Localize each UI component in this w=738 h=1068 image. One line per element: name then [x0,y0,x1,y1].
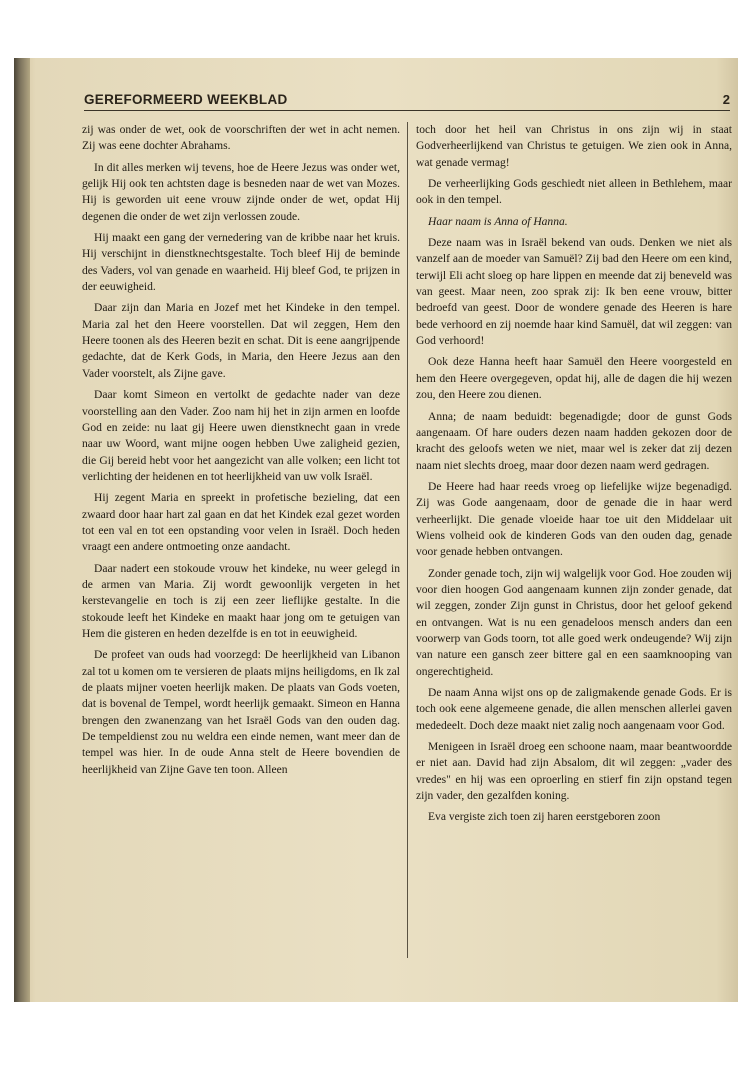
paragraph: Hij maakt een gang der vernedering van de kribbe naar het kruis. Hij verschijnt in dienstknechtsgestalte. Toch bleef Hij de beminde des Vaders, vol van genade en waarheid. Hij bleef God, te prijzen in der eeuwigheid. [82,232,400,294]
paragraph: Ook deze Hanna heeft haar Samuël den Heere voorgesteld en hem den Heere overgegeven, opdat hij, alle de dagen die hij wezen zou, den Heere zou dienen. [416,356,732,402]
masthead-title: GEREFORMEERD WEEKBLAD [84,92,288,107]
section-subheading: Haar naam is Anna of Hanna. [428,215,568,228]
paragraph: Eva vergiste zich toen zij haren eerstgeboren zoon [428,811,661,824]
paragraph: In dit alles merken wij tevens, hoe de Heere Jezus was onder wet, gelijk Hij ook ten achtsten dage is besneden naar de wet van Mozes. Hij is geworden uit eene vrouw zijnde onder de wet, opdat Hij degenen die onder de wet zijn verlossen zoude. [82,161,400,223]
paragraph: Menigeen in Israël droeg een schoone naam, maar beantwoordde er niet aan. David had zijn Absalom, dit wil zeggen: „vader des vredes" en hij was een oproerling en stierf fin zijn opstand tegen zijn vader, den gezalfden koning. [416,741,732,803]
paragraph: Zonder genade toch, zijn wij walgelijk voor God. Hoe zouden wij voor dien hoogen God aangenaam kunnen zijn zonder genade, dat wil zeggen, zonder Zijn gunst in Christus, door het geloof gekend en ontvangen. Wat is nu een genadeloos mensch anders dan een voorwerp van Gods toorn, tot alle goed werk ondeugende? Wij zijn van nature een gansch zeer bittere gal en een saamknooping van ongerechtigheid. [416,567,732,678]
column-divider [407,122,408,958]
paragraph: toch door het heil van Christus in ons zijn wij in staat Godverheerlijkend van Christus te getuigen. We zien ook in Anna, wat genade vermag! [416,124,732,169]
left-column [82,122,400,783]
page-header [84,90,730,111]
scanned-page [14,58,738,1002]
paragraph: Daar komt Simeon en vertolkt de gedachte nader van deze voorstelling aan den Vader. Zoo nam hij het in zijn armen en loofde God en zeide: nu laat gij Heere uwen dienstknecht gaan in vrede naar uw Woord, want mijne oogen hebben Uwe zaligheid gezien, die Gij bereid hebt voor het aangezicht van alle volken; een licht tot verlichting der heidenen en tot heerlijkheid van uw volk Israël. [82,389,400,483]
paragraph: Deze naam was in Israël bekend van ouds. Denken we niet als vanzelf aan de moeder van Samuël? Zij bad den Heere om een kind, terwijl Eli acht sloeg op hare lippen en meende dat zij beneveld was van geest. Maar neen, zoo sprak zij: Ik ben eene vrouw, bitter bedroefd van geest. Door de wondere genade des Heeren is hare bede verhoord en zij noemde haar kind Samuël, dat wil zeggen: van God verhoord! [416,237,732,348]
paragraph: Hij zegent Maria en spreekt in profetische bezieling, dat een zwaard door haar hart zal gaan en dat het Kindek ezal gezet worden tot een val en tot een opstanding voor velen in Israël. Doch heden vraagt een andere ontmoeting onze aandacht. [82,492,400,554]
book-binding-edge [14,58,30,1002]
paragraph: De naam Anna wijst ons op de zaligmakende genade Gods. Er is toch ook eene algemeene genade, die allen menschen allerlei gaven mededeelt. Doch deze maakt niet zalig noch aangenaam voor God. [416,687,732,732]
paragraph: Daar zijn dan Maria en Jozef met het Kindeke in den tempel. Maria zal het den Heere voorstellen. Dat wil zeggen, Hem den Heere toonen als des Heeren bezit en schat. Dit is eene aangrijpende gedachte, dat de Kerk Gods, in Maria, den Heere Jezus aan den Vader voorstelt, als Zijne gave. [82,302,400,380]
right-column [416,122,732,831]
paragraph: Daar nadert een stokoude vrouw het kindeke, nu weer gelegd in de armen van Maria. Zij wordt gewoonlijk vergeten in het kerstevangelie en toch is zij een zeer lieflijke gestalte. In die stokoude leeft het Kindeke en maakt haar jong om te getuigen van Hem die gisteren en heden dezelfde is en tot in eeuwigheid. [82,562,400,640]
page-number: 2 [722,92,730,107]
paragraph: zij was onder de wet, ook de voorschriften der wet in acht nemen. Zij was eene dochter Abrahams. [82,124,400,153]
paragraph: Anna; de naam beduidt: begenadigde; door de gunst Gods aangenaam. Of hare ouders dezen naam hadden gekozen door de kracht des geloofs weten we niet, maar wel is zeker dat zij dezen naam niet slechts droeg, maar door dezen naam werd gedragen. [416,410,732,472]
paragraph: De verheerlijking Gods geschiedt niet alleen in Bethlehem, maar ook in den tempel. [416,178,732,207]
paragraph: De Heere had haar reeds vroeg op liefelijke wijze begenadigd. Zij was Gode aangenaam, door de genade die in haar werd verheerlijkt. Die genade vloeide haar toe uit den Middelaar uit Wiens volheid ook de kinderen Gods van den ouden dag, genade voor genade hebben ontvangen. [416,480,732,559]
paragraph: De profeet van ouds had voorzegd: De heerlijkheid van Libanon zal tot u komen om te versieren de plaats mijns heiligdoms, en Ik zal de plaats mijner voeten heerlijk maken. De plaats van Gods voeten, dat is bovenal de Tempel, wordt heerlijk gemaakt. Simeon en Hanna brengen den zwanenzang van het Israël Gods van den ouden dag. De tempeldienst zou nu weldra een einde nemen, want meer dan de tempel was hier. In de oude Anna stelt de Heere bovendien de heerlijkheid van Zijne Gave ten toon. Alleen [82,649,400,776]
